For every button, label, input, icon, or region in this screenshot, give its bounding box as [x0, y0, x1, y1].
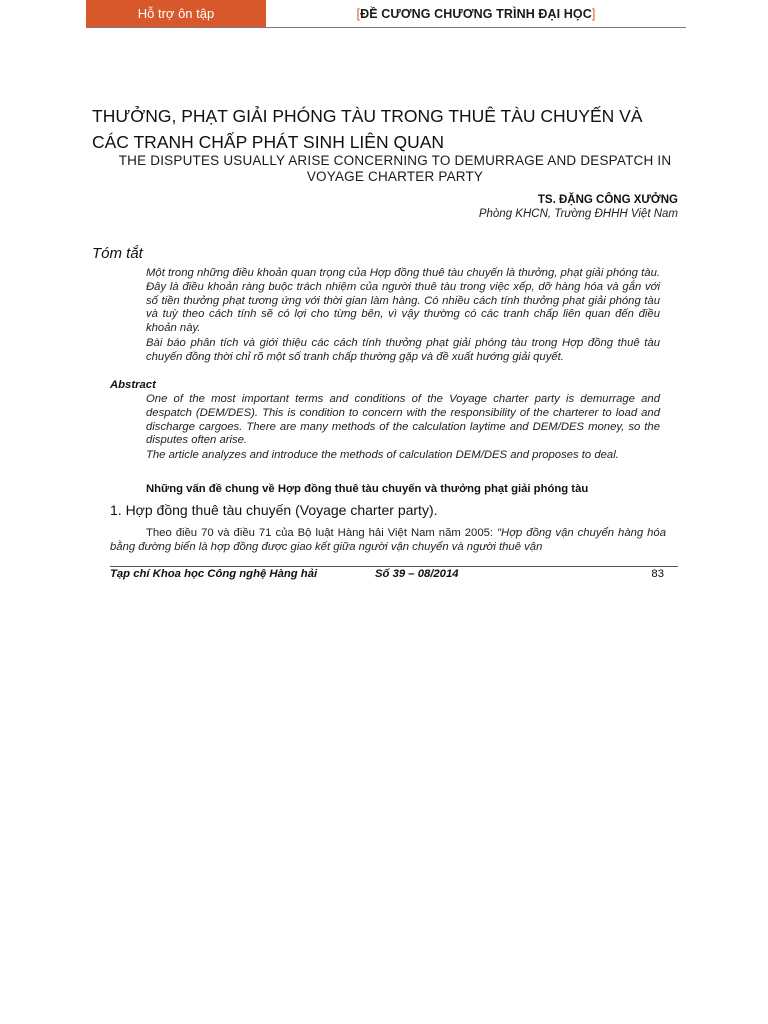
abstract-en-paragraph-1: One of the most important terms and conditions of the Voyage charter party is demurrage and despatch (DEM/DES). This is condition to concern with the responsibility of the charterer to load and discharge cargoes. There are many methods of the calculation laytime and DEM/DES money, so the disputes often arise. — [146, 393, 660, 447]
section-heading: 1. Hợp đồng thuê tàu chuyến (Voyage charter party). — [110, 502, 438, 518]
author-name: TS. ĐẶNG CÔNG XƯỞNG — [537, 194, 678, 206]
abstract-vn-paragraph-1: Một trong những điều khoản quan trọng của Hợp đồng thuê tàu chuyến là thưởng, phạt giải phóng tàu. Đây là điều khoản ràng buộc trách nhiệm của người thuê tàu trong việc xếp, dỡ hàng hóa và gắn với số tiền thưởng phạt tương ứng với thời gian làm hàng. Có nhiều cách tính thưởng phạt giải phóng tàu và tuỳ theo cách tính sẽ có lợi cho từng bên, vì vậy thường có các tranh chấp liên quan đến điều khoản này. — [146, 267, 660, 335]
footer-issue: Số 39 – 08/2014 — [375, 568, 459, 580]
header-badge-label: Hỗ trợ ôn tập — [137, 6, 215, 21]
footer-page-number: 83 — [651, 568, 664, 580]
article-title-vn: THƯỞNG, PHẠT GIẢI PHÓNG TÀU TRONG THUÊ TÀU CHUYẾN VÀ CÁC TRANH CHẤP PHÁT SINH LIÊN QUAN — [92, 106, 643, 152]
header-badge — [86, 0, 266, 27]
header-bracket-open: [ — [356, 6, 361, 21]
abstract-en-paragraph-2: The article analyzes and introduce the methods of calculation DEM/DES and proposes to deal. — [146, 449, 619, 461]
header-title-text: ĐỀ CƯƠNG CHƯƠNG TRÌNH ĐẠI HỌC — [360, 6, 592, 21]
header-divider — [86, 27, 686, 28]
header-bracket-close: ] — [591, 6, 596, 21]
abstract-vn-heading: Tóm tắt — [92, 245, 143, 262]
abstract-en-heading: Abstract — [110, 379, 156, 391]
body-plain-text: Theo điều 70 và điều 71 của Bộ luật Hàng hải Việt Nam năm 2005: — [146, 527, 498, 539]
author-affiliation: Phòng KHCN, Trường ĐHHH Việt Nam — [478, 208, 678, 220]
article-title-en: THE DISPUTES USUALLY ARISE CONCERNING TO DEMURRAGE AND DESPATCH IN VOYAGE CHARTER PARTY — [118, 153, 672, 184]
header-title — [266, 0, 686, 27]
footer-journal-name: Tạp chí Khoa học Công nghệ Hàng hải — [110, 568, 318, 580]
footer-divider — [110, 566, 678, 567]
body-italic-quote: "Hợp đồng vận chuyển hàng hóa bằng đường biển là hợp đồng được giao kết giữa người vận chuyển và người thuê vận — [110, 527, 666, 553]
section-intro-bold: Những vấn đề chung về Hợp đồng thuê tàu chuyến và thưởng phạt giải phóng tàu — [146, 483, 589, 495]
section-body-paragraph — [110, 526, 666, 554]
abstract-vn-paragraph-2: Bài báo phân tích và giới thiệu các cách tính thưởng phạt giải phóng tàu trong Hợp đồng thuê tàu chuyến đồng thời chỉ rõ một số tranh chấp thường gặp và đề xuất hướng giải quyết. — [146, 337, 660, 363]
